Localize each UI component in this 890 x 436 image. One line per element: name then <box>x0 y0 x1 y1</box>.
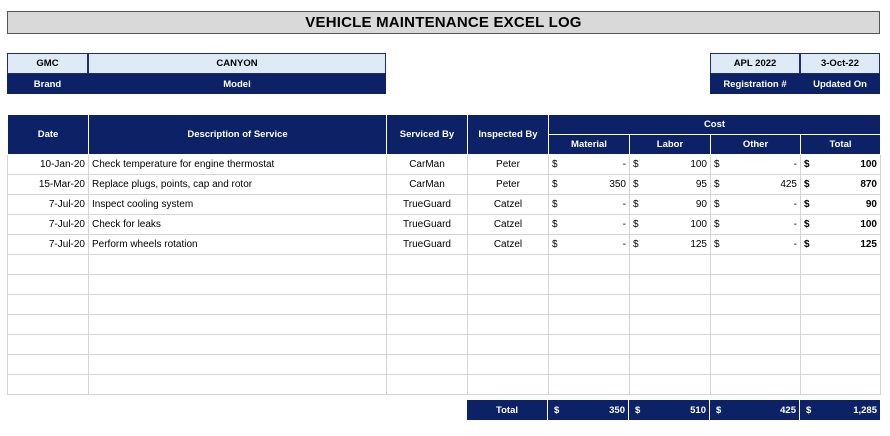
cell-labor[interactable] <box>630 235 711 255</box>
header-date: Date <box>8 115 89 155</box>
cell-date[interactable] <box>8 355 89 375</box>
currency-symbol: $ <box>804 219 810 230</box>
cell-material[interactable] <box>549 375 630 395</box>
table-row <box>8 175 881 195</box>
cell-material[interactable] <box>549 295 630 315</box>
cell-other[interactable] <box>711 255 801 275</box>
currency-symbol: $ <box>714 239 720 250</box>
header-material: Material <box>549 135 630 155</box>
updated-value[interactable]: 3-Oct-22 <box>800 53 880 74</box>
cell-description[interactable] <box>89 355 387 375</box>
totals-other-value: 425 <box>780 404 796 416</box>
cell-labor[interactable] <box>630 315 711 335</box>
cell-other[interactable] <box>711 315 801 335</box>
total-value: 100 <box>860 219 877 230</box>
total-value: 125 <box>860 239 877 250</box>
cell-total[interactable] <box>801 255 881 275</box>
cell-inspected-by[interactable]: Peter <box>468 175 549 195</box>
other-value: - <box>793 239 797 250</box>
currency-symbol: $ <box>804 179 810 190</box>
cell-total[interactable] <box>801 355 881 375</box>
cell-labor[interactable] <box>630 215 711 235</box>
cell-total[interactable] <box>801 375 881 395</box>
cell-material[interactable] <box>549 275 630 295</box>
currency-symbol: $ <box>716 404 722 416</box>
brand-label: Brand <box>7 74 88 94</box>
cell-inspected-by[interactable] <box>468 315 549 335</box>
totals-labor <box>629 400 710 420</box>
cell-serviced-by[interactable] <box>387 275 468 295</box>
empty-table-row <box>8 335 881 355</box>
other-value: - <box>793 219 797 230</box>
cell-inspected-by[interactable] <box>468 255 549 275</box>
cell-serviced-by[interactable] <box>387 295 468 315</box>
cell-inspected-by[interactable] <box>468 295 549 315</box>
cell-serviced-by[interactable]: TrueGuard <box>387 195 468 215</box>
currency-symbol: $ <box>633 219 639 230</box>
currency-symbol: $ <box>633 159 639 170</box>
totals-total-value: 1,285 <box>853 404 877 416</box>
cell-description[interactable] <box>89 295 387 315</box>
page-title: VEHICLE MAINTENANCE EXCEL LOG <box>7 11 880 34</box>
currency-symbol: $ <box>714 199 720 210</box>
currency-symbol: $ <box>714 179 720 190</box>
cell-material[interactable] <box>549 155 630 175</box>
cell-labor[interactable] <box>630 335 711 355</box>
cell-material[interactable] <box>549 175 630 195</box>
empty-table-row <box>8 375 881 395</box>
cell-inspected-by[interactable]: Catzel <box>468 215 549 235</box>
currency-symbol: $ <box>554 404 560 416</box>
cell-date[interactable]: 15-Mar-20 <box>8 175 89 195</box>
other-value: - <box>793 199 797 210</box>
cell-serviced-by[interactable] <box>387 375 468 395</box>
table-row <box>8 215 881 235</box>
cell-other[interactable] <box>711 375 801 395</box>
totals-material <box>548 400 629 420</box>
cell-material[interactable] <box>549 255 630 275</box>
model-value[interactable]: CANYON <box>88 53 386 74</box>
currency-symbol: $ <box>633 179 639 190</box>
cell-serviced-by[interactable] <box>387 355 468 375</box>
cell-date[interactable]: 7-Jul-20 <box>8 215 89 235</box>
currency-symbol: $ <box>804 199 810 210</box>
labor-value: 125 <box>690 239 707 250</box>
cell-inspected-by[interactable]: Peter <box>468 155 549 175</box>
totals-material-value: 350 <box>609 404 625 416</box>
currency-symbol: $ <box>714 159 720 170</box>
cell-labor[interactable] <box>630 175 711 195</box>
material-value: 350 <box>609 179 626 190</box>
cell-other[interactable] <box>711 335 801 355</box>
updated-label: Updated On <box>800 74 880 94</box>
cell-description[interactable]: Check temperature for engine thermostat <box>89 155 387 175</box>
cell-total[interactable] <box>801 315 881 335</box>
currency-symbol: $ <box>552 219 558 230</box>
cell-serviced-by[interactable]: CarMan <box>387 155 468 175</box>
cell-serviced-by[interactable]: CarMan <box>387 175 468 195</box>
cell-labor[interactable] <box>630 375 711 395</box>
cell-material[interactable] <box>549 355 630 375</box>
cell-labor[interactable] <box>630 195 711 215</box>
other-value: - <box>793 159 797 170</box>
header-total: Total <box>801 135 881 155</box>
cell-description[interactable] <box>89 275 387 295</box>
table-row <box>8 155 881 175</box>
cell-other[interactable] <box>711 215 801 235</box>
currency-symbol: $ <box>714 219 720 230</box>
table-row <box>8 235 881 255</box>
cell-total[interactable] <box>801 155 881 175</box>
cell-total[interactable] <box>801 235 881 255</box>
header-serviced-by: Serviced By <box>387 115 468 155</box>
currency-symbol: $ <box>804 159 810 170</box>
registration-label: Registration # <box>710 74 800 94</box>
cell-description[interactable] <box>89 315 387 335</box>
cell-other[interactable] <box>711 195 801 215</box>
currency-symbol: $ <box>552 179 558 190</box>
table-row <box>8 195 881 215</box>
cell-description[interactable] <box>89 375 387 395</box>
header-cost: Cost <box>549 115 881 135</box>
cell-inspected-by[interactable] <box>468 355 549 375</box>
cell-description[interactable] <box>89 335 387 355</box>
totals-total <box>800 400 880 420</box>
cell-description[interactable] <box>89 255 387 275</box>
currency-symbol: $ <box>806 404 812 416</box>
cell-serviced-by[interactable]: TrueGuard <box>387 235 468 255</box>
cell-other[interactable] <box>711 155 801 175</box>
material-value: - <box>622 239 626 250</box>
cell-other[interactable] <box>711 175 801 195</box>
maintenance-log-table <box>7 114 881 395</box>
cell-labor[interactable] <box>630 275 711 295</box>
cell-date[interactable]: 7-Jul-20 <box>8 195 89 215</box>
cell-total[interactable] <box>801 195 881 215</box>
cell-other[interactable] <box>711 235 801 255</box>
cell-total[interactable] <box>801 335 881 355</box>
cell-date[interactable] <box>8 255 89 275</box>
cell-material[interactable] <box>549 215 630 235</box>
labor-value: 90 <box>695 199 707 210</box>
cell-labor[interactable] <box>630 155 711 175</box>
cell-material[interactable] <box>549 195 630 215</box>
cell-labor[interactable] <box>630 295 711 315</box>
currency-symbol: $ <box>552 239 558 250</box>
cell-labor[interactable] <box>630 255 711 275</box>
cell-material[interactable] <box>549 315 630 335</box>
labor-value: 100 <box>690 159 707 170</box>
empty-table-row <box>8 295 881 315</box>
cell-inspected-by[interactable] <box>468 375 549 395</box>
total-value: 870 <box>860 179 877 190</box>
model-label: Model <box>88 74 386 94</box>
currency-symbol: $ <box>552 159 558 170</box>
registration-value[interactable]: APL 2022 <box>710 53 800 74</box>
cell-inspected-by[interactable]: Catzel <box>468 235 549 255</box>
cell-total[interactable] <box>801 175 881 195</box>
header-labor: Labor <box>630 135 711 155</box>
cell-serviced-by[interactable] <box>387 255 468 275</box>
labor-value: 100 <box>690 219 707 230</box>
header-description: Description of Service <box>89 115 387 155</box>
other-value: 425 <box>780 179 797 190</box>
cell-total[interactable] <box>801 275 881 295</box>
currency-symbol: $ <box>635 404 641 416</box>
cell-description[interactable]: Replace plugs, points, cap and rotor <box>89 175 387 195</box>
cell-total[interactable] <box>801 215 881 235</box>
log-body <box>8 155 881 395</box>
currency-symbol: $ <box>804 239 810 250</box>
cell-date[interactable]: 7-Jul-20 <box>8 235 89 255</box>
empty-table-row <box>8 315 881 335</box>
brand-value[interactable]: GMC <box>7 53 88 74</box>
cell-inspected-by[interactable] <box>468 275 549 295</box>
currency-symbol: $ <box>633 199 639 210</box>
cell-serviced-by[interactable] <box>387 315 468 335</box>
cell-date[interactable] <box>8 275 89 295</box>
labor-value: 95 <box>695 179 707 190</box>
empty-table-row <box>8 275 881 295</box>
cell-inspected-by[interactable] <box>468 335 549 355</box>
header-inspected-by: Inspected By <box>468 115 549 155</box>
cell-labor[interactable] <box>630 355 711 375</box>
cell-material[interactable] <box>549 335 630 355</box>
currency-symbol: $ <box>633 239 639 250</box>
cell-other[interactable] <box>711 295 801 315</box>
empty-table-row <box>8 355 881 375</box>
totals-label: Total <box>467 400 548 420</box>
cell-description[interactable]: Perform wheels rotation <box>89 235 387 255</box>
total-value: 100 <box>860 159 877 170</box>
cell-date[interactable] <box>8 295 89 315</box>
cell-other[interactable] <box>711 275 801 295</box>
cell-date[interactable]: 10-Jan-20 <box>8 155 89 175</box>
cell-serviced-by[interactable] <box>387 335 468 355</box>
cell-description[interactable]: Check for leaks <box>89 215 387 235</box>
totals-row <box>467 400 880 420</box>
cell-description[interactable]: Inspect cooling system <box>89 195 387 215</box>
material-value: - <box>622 159 626 170</box>
total-value: 90 <box>865 199 877 210</box>
totals-other <box>710 400 800 420</box>
cell-material[interactable] <box>549 235 630 255</box>
cell-inspected-by[interactable]: Catzel <box>468 195 549 215</box>
cell-serviced-by[interactable]: TrueGuard <box>387 215 468 235</box>
cell-date[interactable] <box>8 375 89 395</box>
header-other: Other <box>711 135 801 155</box>
cell-date[interactable] <box>8 335 89 355</box>
cell-date[interactable] <box>8 315 89 335</box>
material-value: - <box>622 199 626 210</box>
totals-labor-value: 510 <box>690 404 706 416</box>
currency-symbol: $ <box>552 199 558 210</box>
cell-total[interactable] <box>801 295 881 315</box>
material-value: - <box>622 219 626 230</box>
cell-other[interactable] <box>711 355 801 375</box>
empty-table-row <box>8 255 881 275</box>
